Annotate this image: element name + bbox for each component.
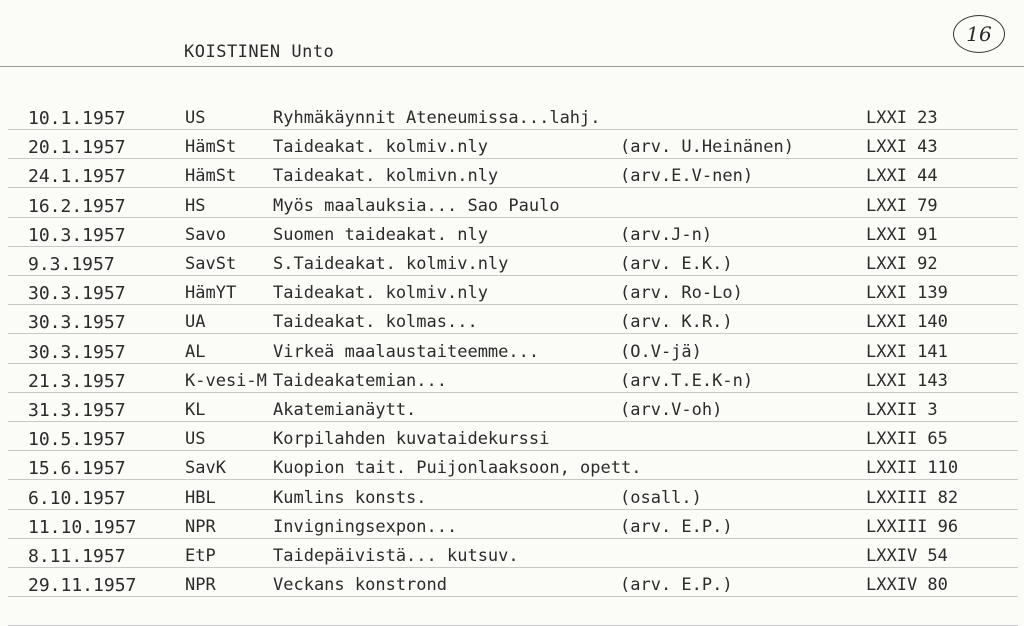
entry-reference: LXXI 43 <box>866 137 938 158</box>
entry-note: (arv. E.P.) <box>620 575 733 596</box>
entry-row <box>0 283 1024 311</box>
entry-note: (arv.J-n) <box>620 224 713 245</box>
entry-note: (arv.T.E.K-n) <box>620 370 754 391</box>
entry-row <box>0 458 1024 486</box>
entry-reference: LXXI 44 <box>866 166 938 187</box>
entry-source: HämSt <box>185 166 237 187</box>
entry-description: Invigningsexpon... <box>273 516 458 537</box>
entry-reference: LXXIV 80 <box>866 575 948 596</box>
entry-description: Kuopion tait. Puijonlaaksoon, opett. <box>273 458 642 479</box>
entry-date: 15.6.1957 <box>28 458 126 480</box>
entry-date: 31.3.1957 <box>28 400 126 421</box>
entry-date: 6.10.1957 <box>28 487 126 509</box>
card-number-circle: 16 <box>953 15 1005 53</box>
entry-source: Savo <box>185 224 226 245</box>
entry-source: SavK <box>185 458 226 479</box>
entry-source: UA <box>185 312 206 333</box>
entry-reference: LXXI 79 <box>866 195 938 216</box>
entry-description: Virkeä maalaustaiteemme... <box>273 341 540 362</box>
entry-source: HS <box>185 195 206 216</box>
entry-description: Ryhmäkäynnit Ateneumissa...lahj. <box>273 108 601 128</box>
entry-source: NPR <box>185 575 216 596</box>
entry-description: Taideakat. kolmiv.nly <box>273 283 488 304</box>
entry-row <box>0 196 1024 224</box>
entry-note: (O.V-jä) <box>620 341 702 362</box>
entry-description: Myös maalauksia... Sao Paulo <box>273 195 560 216</box>
entry-description: Suomen taideakat. nly <box>273 224 488 245</box>
entry-source: HämSt <box>185 137 237 158</box>
entry-reference: LXXI 23 <box>866 108 938 128</box>
entry-reference: LXXII 65 <box>866 429 948 450</box>
entry-note: (arv. Ro-Lo) <box>620 283 743 304</box>
entry-row <box>0 546 1024 574</box>
entry-source: US <box>185 429 206 450</box>
entry-reference: LXXI 143 <box>866 370 948 391</box>
entry-description: Taideakat. kolmiv.nly <box>273 137 488 158</box>
entry-description: Taideakatemian... <box>273 370 447 391</box>
entry-reference: LXXIII 82 <box>866 487 959 508</box>
entry-date: 10.3.1957 <box>28 224 126 246</box>
entry-date: 21.3.1957 <box>28 370 126 392</box>
entry-date: 8.11.1957 <box>28 546 126 567</box>
entry-source: AL <box>185 341 206 362</box>
entry-row <box>0 312 1024 340</box>
entry-note: (arv.E.V-nen) <box>620 166 754 187</box>
entry-date: 29.11.1957 <box>28 575 137 597</box>
entry-row <box>0 371 1024 399</box>
entry-description: Taidepäivistä... kutsuv. <box>273 546 519 566</box>
entry-source: K-vesi-M <box>185 370 267 391</box>
entry-reference: LXXI 91 <box>866 224 938 245</box>
entry-reference: LXXII 110 <box>866 458 959 479</box>
entry-description: Kumlins konsts. <box>273 487 427 508</box>
entry-description: Akatemianäytt. <box>273 400 417 420</box>
entry-reference: LXXI 92 <box>866 254 938 274</box>
entry-row <box>0 108 1024 136</box>
entry-row <box>0 137 1024 165</box>
entry-source: NPR <box>185 516 216 537</box>
entry-row <box>0 429 1024 457</box>
entry-date: 16.2.1957 <box>28 195 126 217</box>
entry-source: EtP <box>185 546 216 566</box>
entry-row <box>0 575 1024 603</box>
entry-note: (arv. U.Heinänen) <box>620 137 794 158</box>
entry-date: 30.3.1957 <box>28 341 126 363</box>
entry-date: 9.3.1957 <box>28 254 115 275</box>
entry-row <box>0 517 1024 545</box>
entry-note: (osall.) <box>620 487 702 508</box>
entry-row <box>0 400 1024 428</box>
entry-date: 11.10.1957 <box>28 516 137 538</box>
entry-reference: LXXIII 96 <box>866 516 959 537</box>
entry-reference: LXXII 3 <box>866 400 938 420</box>
entry-description: Taideakat. kolmivn.nly <box>273 166 499 187</box>
entry-description: S.Taideakat. kolmiv.nly <box>273 254 509 274</box>
entry-note: (arv.V-oh) <box>620 400 723 420</box>
entry-reference: LXXI 140 <box>866 312 948 333</box>
entry-date: 10.5.1957 <box>28 429 126 451</box>
header-divider <box>0 66 1024 67</box>
entry-date: 10.1.1957 <box>28 108 126 129</box>
entry-source: HämYT <box>185 283 237 304</box>
entry-description: Taideakat. kolmas... <box>273 312 478 333</box>
entry-date: 24.1.1957 <box>28 166 126 188</box>
entry-description: Korpilahden kuvataidekurssi <box>273 429 550 450</box>
entry-reference: LXXI 139 <box>866 283 948 304</box>
entry-reference: LXXIV 54 <box>866 546 948 566</box>
entry-note: (arv. E.K.) <box>620 254 733 274</box>
entry-date: 30.3.1957 <box>28 312 126 334</box>
entry-row <box>0 342 1024 370</box>
entry-source: SavSt <box>185 254 237 274</box>
card-title: KOISTINEN Unto <box>184 42 335 62</box>
entry-reference: LXXI 141 <box>866 341 948 362</box>
entry-note: (arv. K.R.) <box>620 312 733 333</box>
entry-source: HBL <box>185 487 216 508</box>
entry-source: US <box>185 108 206 128</box>
entry-row <box>0 225 1024 253</box>
entry-description: Veckans konstrond <box>273 575 447 596</box>
entry-date: 30.3.1957 <box>28 283 126 305</box>
entry-row <box>0 488 1024 516</box>
entry-note: (arv. E.P.) <box>620 516 733 537</box>
entry-source: KL <box>185 400 206 420</box>
entry-date: 20.1.1957 <box>28 137 126 159</box>
entry-row <box>0 166 1024 194</box>
entry-row <box>0 254 1024 282</box>
